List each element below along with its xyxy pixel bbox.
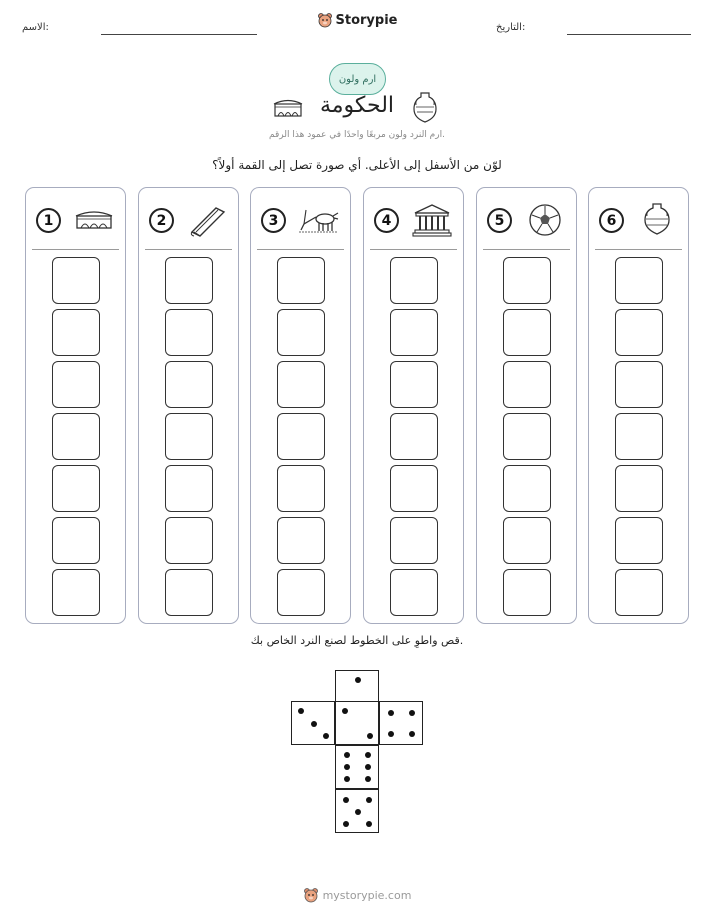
color-square[interactable]	[503, 413, 551, 460]
color-square[interactable]	[165, 465, 213, 512]
column-divider	[595, 249, 682, 250]
name-line[interactable]	[101, 34, 257, 35]
column-number: 4	[374, 208, 399, 233]
page-title: الحكومة	[319, 93, 395, 118]
column-header	[477, 202, 576, 238]
color-square[interactable]	[277, 361, 325, 408]
die-pip	[344, 764, 350, 770]
color-square[interactable]	[277, 309, 325, 356]
column-number: 1	[36, 208, 61, 233]
color-square[interactable]	[615, 361, 663, 408]
color-square[interactable]	[503, 569, 551, 616]
color-square[interactable]	[52, 309, 100, 356]
column-header	[364, 202, 463, 238]
die-pip	[323, 733, 329, 739]
column-2	[138, 187, 239, 624]
column-divider	[32, 249, 119, 250]
die-pip	[355, 677, 361, 683]
column-number: 2	[149, 208, 174, 233]
date-line[interactable]	[567, 34, 691, 35]
column-divider	[483, 249, 570, 250]
column-3	[250, 187, 351, 624]
amphora-icon	[636, 202, 678, 238]
temple-icon	[411, 202, 453, 238]
color-square[interactable]	[52, 413, 100, 460]
color-square[interactable]	[52, 569, 100, 616]
color-square[interactable]	[503, 257, 551, 304]
die-pip	[298, 708, 304, 714]
column-number: 3	[261, 208, 286, 233]
die-pip	[409, 731, 415, 737]
color-square[interactable]	[503, 361, 551, 408]
column-number: 5	[487, 208, 512, 233]
die-pip	[342, 708, 348, 714]
die-pip	[388, 731, 394, 737]
color-square[interactable]	[615, 309, 663, 356]
plow-ox-icon	[298, 202, 340, 238]
die-pip	[344, 776, 350, 782]
column-number: 6	[599, 208, 624, 233]
color-square[interactable]	[615, 569, 663, 616]
color-square[interactable]	[165, 413, 213, 460]
column-header	[251, 202, 350, 238]
die-face-6	[335, 745, 379, 789]
color-square[interactable]	[165, 257, 213, 304]
color-square[interactable]	[277, 517, 325, 564]
color-square[interactable]	[52, 361, 100, 408]
die-pip	[344, 752, 350, 758]
color-square[interactable]	[165, 309, 213, 356]
color-square[interactable]	[52, 257, 100, 304]
footer	[0, 887, 714, 903]
ball-icon	[524, 202, 566, 238]
instruction: لوّن من الأسفل إلى الأعلى. أي صورة تصل إلى القمة أولاً؟	[212, 158, 502, 172]
aqueduct-icon	[186, 202, 228, 238]
die-pip	[343, 821, 349, 827]
die-pip	[365, 752, 371, 758]
brand-name: Storypie	[335, 12, 398, 28]
die-pip	[409, 710, 415, 716]
die-pip	[365, 776, 371, 782]
die-face-4	[379, 701, 423, 745]
color-square[interactable]	[390, 257, 438, 304]
color-square[interactable]	[277, 569, 325, 616]
bridge-icon	[73, 202, 115, 238]
die-pip	[343, 797, 349, 803]
die-face-5	[335, 789, 379, 833]
color-square[interactable]	[390, 361, 438, 408]
roll-color-badge: ارم ولون	[329, 63, 386, 95]
color-square[interactable]	[503, 517, 551, 564]
color-square[interactable]	[277, 465, 325, 512]
color-square[interactable]	[390, 413, 438, 460]
color-square[interactable]	[615, 517, 663, 564]
die-pip	[366, 821, 372, 827]
color-square[interactable]	[165, 361, 213, 408]
color-square[interactable]	[52, 465, 100, 512]
column-header	[26, 202, 125, 238]
column-1	[25, 187, 126, 624]
color-square[interactable]	[52, 517, 100, 564]
color-square[interactable]	[277, 413, 325, 460]
column-6	[588, 187, 689, 624]
brand-logo	[0, 12, 714, 28]
date-label: التاريخ:	[496, 22, 526, 33]
column-divider	[257, 249, 344, 250]
die-pip	[365, 764, 371, 770]
color-square[interactable]	[165, 517, 213, 564]
die-pip	[366, 797, 372, 803]
column-4	[363, 187, 464, 624]
column-5	[476, 187, 577, 624]
color-square[interactable]	[390, 465, 438, 512]
color-square[interactable]	[390, 309, 438, 356]
cut-instruction: قص واطوِ على الخطوط لصنع النرد الخاص بك.	[250, 634, 464, 647]
color-square[interactable]	[615, 413, 663, 460]
column-divider	[145, 249, 232, 250]
subtitle: ارم النرد ولون مربعًا واحدًا في عمود هذا الرقم.	[269, 130, 445, 140]
die-face-3	[291, 701, 335, 745]
footer-url: mystorypie.com	[322, 888, 412, 902]
color-square[interactable]	[390, 569, 438, 616]
color-square[interactable]	[165, 569, 213, 616]
column-header	[589, 202, 688, 238]
die-pip	[367, 733, 373, 739]
die-face-2	[335, 701, 379, 745]
bear-logo-icon	[303, 887, 319, 903]
name-label: الاسم:	[22, 22, 49, 33]
color-square[interactable]	[390, 517, 438, 564]
color-square[interactable]	[503, 465, 551, 512]
die-pip	[311, 721, 317, 727]
amphora-icon	[410, 90, 440, 124]
color-square[interactable]	[277, 257, 325, 304]
color-square[interactable]	[503, 309, 551, 356]
color-square[interactable]	[615, 465, 663, 512]
column-header	[139, 202, 238, 238]
die-pip	[355, 809, 361, 815]
column-divider	[370, 249, 457, 250]
bear-logo-icon	[317, 12, 333, 28]
die-pip	[388, 710, 394, 716]
color-square[interactable]	[615, 257, 663, 304]
